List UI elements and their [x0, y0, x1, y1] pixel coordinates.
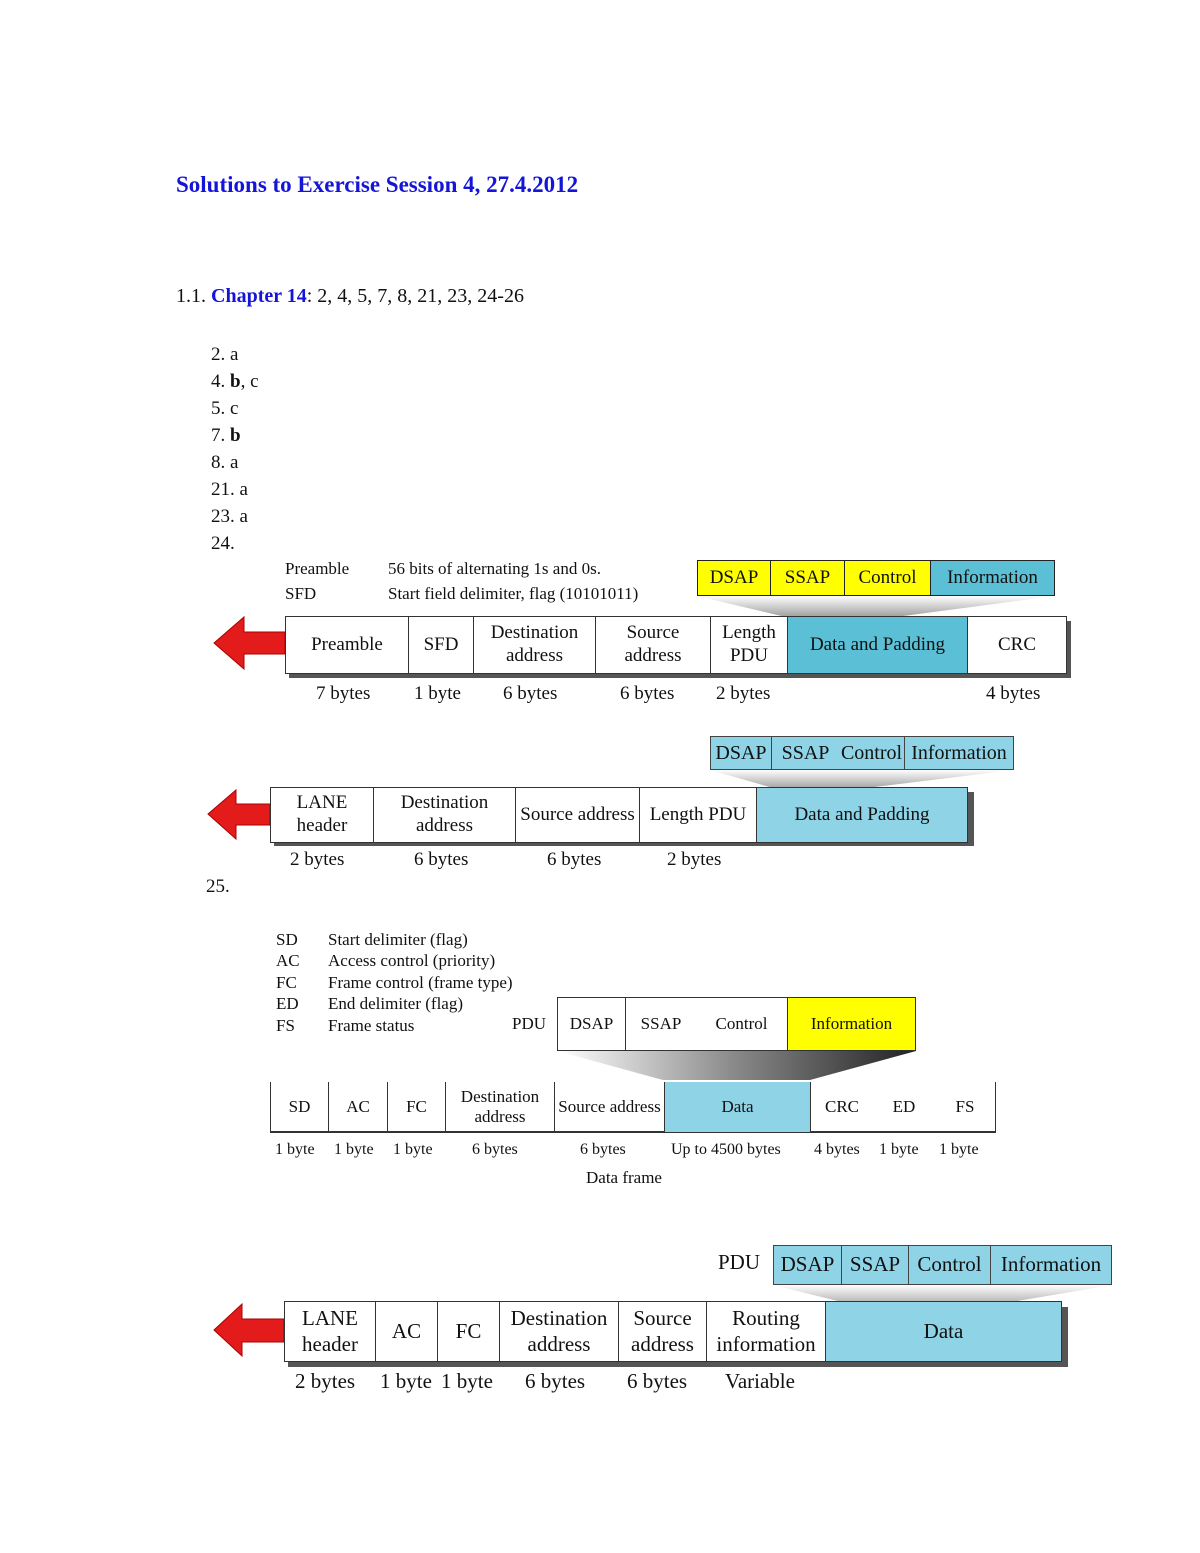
size-label: 1 byte	[414, 683, 461, 704]
figure-token-ring-frame	[260, 925, 1020, 1195]
answer-2: 2. a	[211, 344, 239, 365]
size-label: 1 byte	[441, 1369, 493, 1393]
field-source-address: Source address	[595, 616, 711, 674]
pdu-label: PDU	[718, 1250, 761, 1274]
field-sfd: SFD	[408, 616, 474, 674]
legend-abbr: SD	[276, 930, 298, 949]
llc-dsap: DSAP	[711, 737, 772, 769]
direction-arrow-icon	[214, 617, 285, 669]
size-label: 2 bytes	[295, 1369, 356, 1393]
llc-control: Control	[715, 1013, 768, 1033]
figure-ethernet-frame	[200, 555, 1080, 715]
field-ed: ED	[892, 1096, 916, 1116]
size-label: 6 bytes	[547, 849, 602, 870]
llc-information: Information	[911, 742, 1007, 764]
size-label: 7 bytes	[316, 683, 371, 704]
chapter-exercises: : 2, 4, 5, 7, 8, 21, 23, 24-26	[306, 285, 524, 307]
answer-4: 4. b, c	[211, 371, 259, 392]
size-label: 1 byte	[380, 1369, 432, 1393]
llc-control: Control	[844, 560, 931, 596]
legend-abbr: ED	[276, 994, 299, 1013]
chapter-line	[176, 285, 524, 308]
direction-arrow-icon	[208, 790, 270, 839]
size-label: 2 bytes	[667, 849, 722, 870]
field-routing-information: Routing information	[706, 1301, 826, 1362]
llc-box	[773, 1245, 1112, 1285]
field-crc: CRC	[824, 1096, 860, 1116]
legend-desc: Start field delimiter, flag (10101011)	[388, 584, 639, 603]
field-ac: AC	[329, 1082, 388, 1132]
size-label: Up to 4500 bytes	[671, 1141, 781, 1158]
llc-expansion-funnel	[697, 596, 1055, 618]
size-label: 6 bytes	[620, 683, 675, 704]
legend-desc: Frame control (frame type)	[328, 973, 513, 992]
size-label: 1 byte	[275, 1141, 315, 1158]
llc-control: Control	[839, 737, 905, 769]
llc-box	[557, 997, 916, 1051]
size-label: 6 bytes	[525, 1369, 586, 1393]
field-fc: FC	[388, 1082, 446, 1132]
size-label: 6 bytes	[472, 1141, 518, 1158]
answer-24: 24.	[211, 533, 235, 554]
legend-desc: Start delimiter (flag)	[328, 930, 468, 949]
llc-information: Information	[787, 998, 915, 1050]
answer-8: 8. a	[211, 452, 239, 473]
field-data-padding: Data and Padding	[787, 616, 968, 674]
chapter-link: Chapter 14	[211, 285, 307, 307]
figure-lane-token-ring	[200, 1240, 1120, 1400]
field-data-padding: Data and Padding	[756, 787, 968, 843]
field-source-address: Source address	[515, 787, 640, 843]
legend-desc: Access control (priority)	[328, 951, 496, 970]
field-lane-header: LANE header	[270, 787, 374, 843]
field-ac: AC	[375, 1301, 438, 1362]
field-crc: CRC	[967, 616, 1067, 674]
field-destination-address: Destination address	[373, 787, 516, 843]
field-data: Data	[825, 1301, 1062, 1362]
field-destination-address: Destination address	[499, 1301, 619, 1362]
field-destination-address: Destination address	[473, 616, 596, 674]
llc-ssap: SSAP	[842, 1246, 909, 1284]
size-label: 6 bytes	[627, 1369, 688, 1393]
figure-caption: Data frame	[586, 1168, 662, 1187]
field-data: Data	[664, 1082, 811, 1132]
size-label: 6 bytes	[503, 683, 558, 704]
field-length-pdu: Length PDU	[710, 616, 788, 674]
field-fc: FC	[437, 1301, 500, 1362]
llc-dsap: DSAP	[558, 998, 626, 1050]
answer-23: 23. a	[211, 506, 248, 527]
legend-desc: End delimiter (flag)	[328, 994, 464, 1013]
field-lane-header: LANE header	[284, 1301, 376, 1362]
legend-abbr: AC	[276, 951, 300, 970]
field-length-pdu: Length PDU	[639, 787, 757, 843]
legend-desc: 56 bits of alternating 1s and 0s.	[388, 559, 601, 578]
legend-abbr: Preamble	[285, 559, 350, 578]
answer-21: 21. a	[211, 479, 248, 500]
legend-desc: Frame status	[328, 1016, 415, 1035]
llc-information: Information	[930, 560, 1055, 596]
llc-ssap: SSAP	[770, 560, 845, 596]
llc-expansion-funnel	[557, 1051, 916, 1080]
llc-information: Information	[1000, 1252, 1102, 1277]
llc-ssap: SSAP	[781, 742, 830, 764]
chapter-prefix: 1.1.	[176, 285, 211, 307]
legend-abbr: FS	[276, 1016, 295, 1035]
size-label: 6 bytes	[580, 1141, 626, 1158]
page-title: Solutions to Exercise Session 4, 27.4.2012	[176, 172, 579, 197]
llc-control: Control	[909, 1246, 991, 1284]
answer-5: 5. c	[211, 398, 239, 419]
pdu-label: PDU	[512, 1014, 547, 1033]
field-source-address: Source address	[558, 1096, 661, 1116]
size-label: 6 bytes	[414, 849, 469, 870]
size-label: 2 bytes	[290, 849, 345, 870]
field-destination-address: Destination address	[446, 1082, 555, 1132]
field-preamble: Preamble	[285, 616, 409, 674]
field-sd: SD	[271, 1082, 329, 1132]
llc-ssap: SSAP	[640, 1013, 682, 1033]
direction-arrow-icon	[214, 1304, 284, 1356]
size-label: 4 bytes	[986, 683, 1041, 704]
figure-lane-ethernet	[200, 733, 1030, 878]
legend-abbr: SFD	[285, 584, 317, 603]
llc-dsap: DSAP	[774, 1246, 842, 1284]
size-label: 2 bytes	[716, 683, 771, 704]
field-source-address: Source address	[618, 1301, 707, 1362]
legend-abbr: FC	[276, 973, 297, 992]
size-label: 1 byte	[393, 1141, 433, 1158]
llc-dsap: DSAP	[697, 560, 771, 596]
size-label: 1 byte	[334, 1141, 374, 1158]
frame-row	[270, 1082, 996, 1132]
size-label: 4 bytes	[814, 1141, 860, 1158]
size-label: 1 byte	[939, 1141, 979, 1158]
answer-25: 25.	[206, 876, 230, 897]
size-label: Variable	[725, 1369, 795, 1393]
answer-7: 7. b	[211, 425, 241, 446]
llc-box	[710, 736, 1014, 770]
field-fs: FS	[955, 1096, 975, 1116]
size-label: 1 byte	[879, 1141, 919, 1158]
